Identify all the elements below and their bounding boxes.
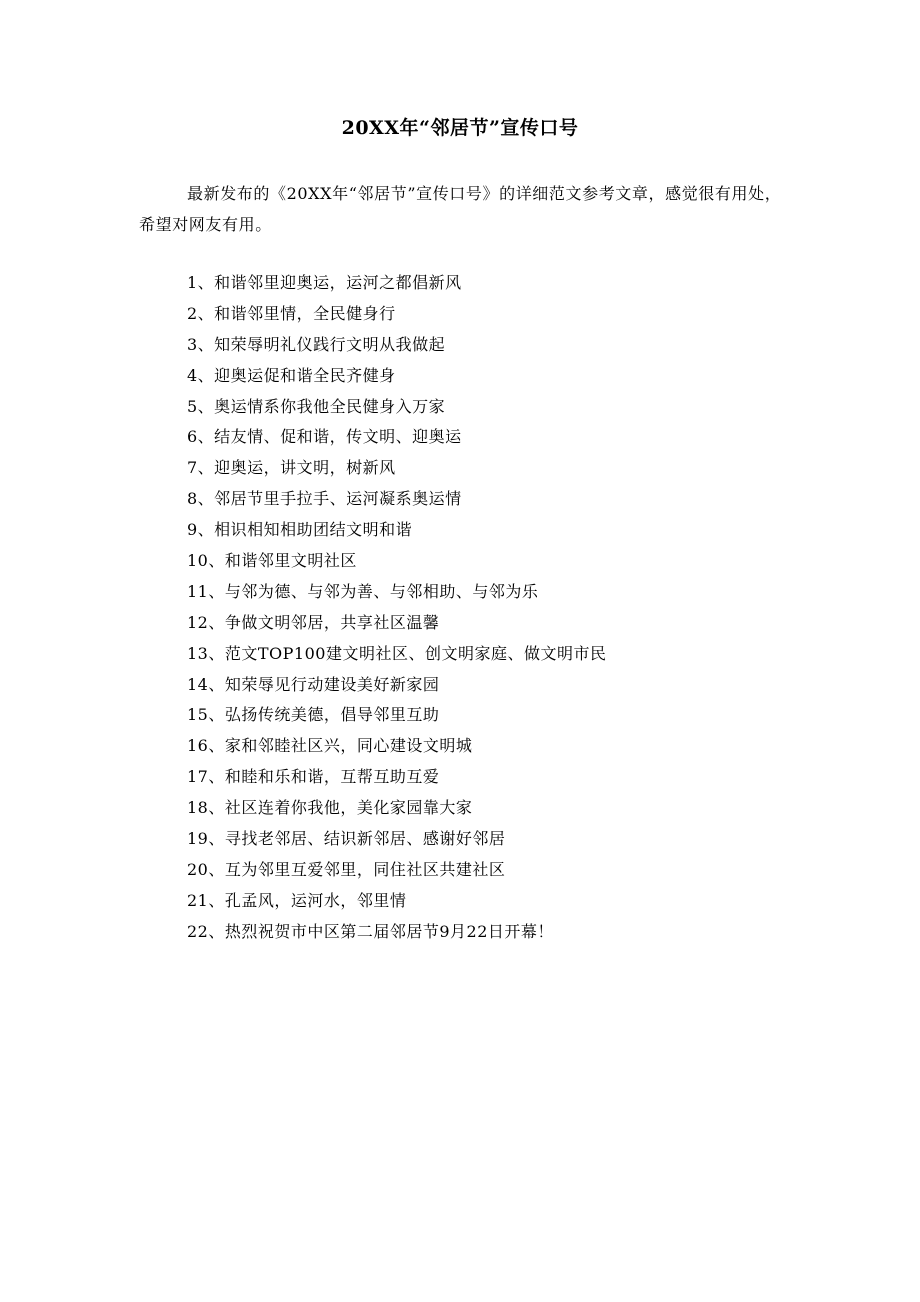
slogan-item: 5、奥运情系你我他全民健身入万家 (187, 396, 446, 416)
slogan-list (187, 268, 787, 948)
slogan-item: 22、热烈祝贺市中区第二届邻居节9月22日开幕！ (187, 921, 554, 941)
slogan-item: 20、互为邻里互爱邻里，同住社区共建社区 (187, 859, 506, 879)
slogan-item: 10、和谐邻里文明社区 (187, 551, 357, 571)
slogan-item: 14、知荣辱见行动建设美好新家园 (187, 674, 440, 694)
slogan-item: 3、知荣辱明礼仪践行文明从我做起 (187, 334, 446, 354)
slogan-item: 4、迎奥运促和谐全民齐健身 (187, 365, 396, 385)
slogan-item: 13、范文TOP100建文明社区、创文明家庭、做文明市民 (187, 643, 607, 663)
slogan-item: 2、和谐邻里情，全民健身行 (187, 303, 396, 323)
slogan-item: 8、邻居节里手拉手、运河凝系奥运情 (187, 489, 462, 509)
document-title: 20XX年“邻居节”宣传口号 (341, 117, 579, 139)
slogan-item: 17、和睦和乐和谐，互帮互助互爱 (187, 767, 440, 787)
slogan-item: 7、迎奥运，讲文明，树新风 (187, 458, 396, 478)
slogan-item: 6、结友情、促和谐，传文明、迎奥运 (187, 427, 462, 447)
slogan-item: 19、寻找老邻居、结识新邻居、感谢好邻居 (187, 829, 506, 849)
slogan-item: 11、与邻为德、与邻为善、与邻相助、与邻为乐 (187, 581, 539, 601)
slogan-item: 15、弘扬传统美德，倡导邻里互助 (187, 705, 440, 725)
slogan-item: 1、和谐邻里迎奥运，运河之都倡新风 (187, 273, 462, 292)
slogan-item: 21、孔孟风，运河水，邻里情 (187, 890, 407, 910)
slogan-item: 18、社区连着你我他，美化家园靠大家 (187, 798, 473, 818)
slogan-item: 16、家和邻睦社区兴，同心建设文明城 (187, 736, 473, 756)
slogan-item: 12、争做文明邻居，共享社区温馨 (187, 612, 440, 632)
slogan-item: 9、相识相知相助团结文明和谐 (187, 520, 413, 540)
intro-paragraph: 最新发布的《20XX年“邻居节”宣传口号》的详细范文参考文章，感觉很有用处，希望对网友有用。 (139, 184, 782, 234)
